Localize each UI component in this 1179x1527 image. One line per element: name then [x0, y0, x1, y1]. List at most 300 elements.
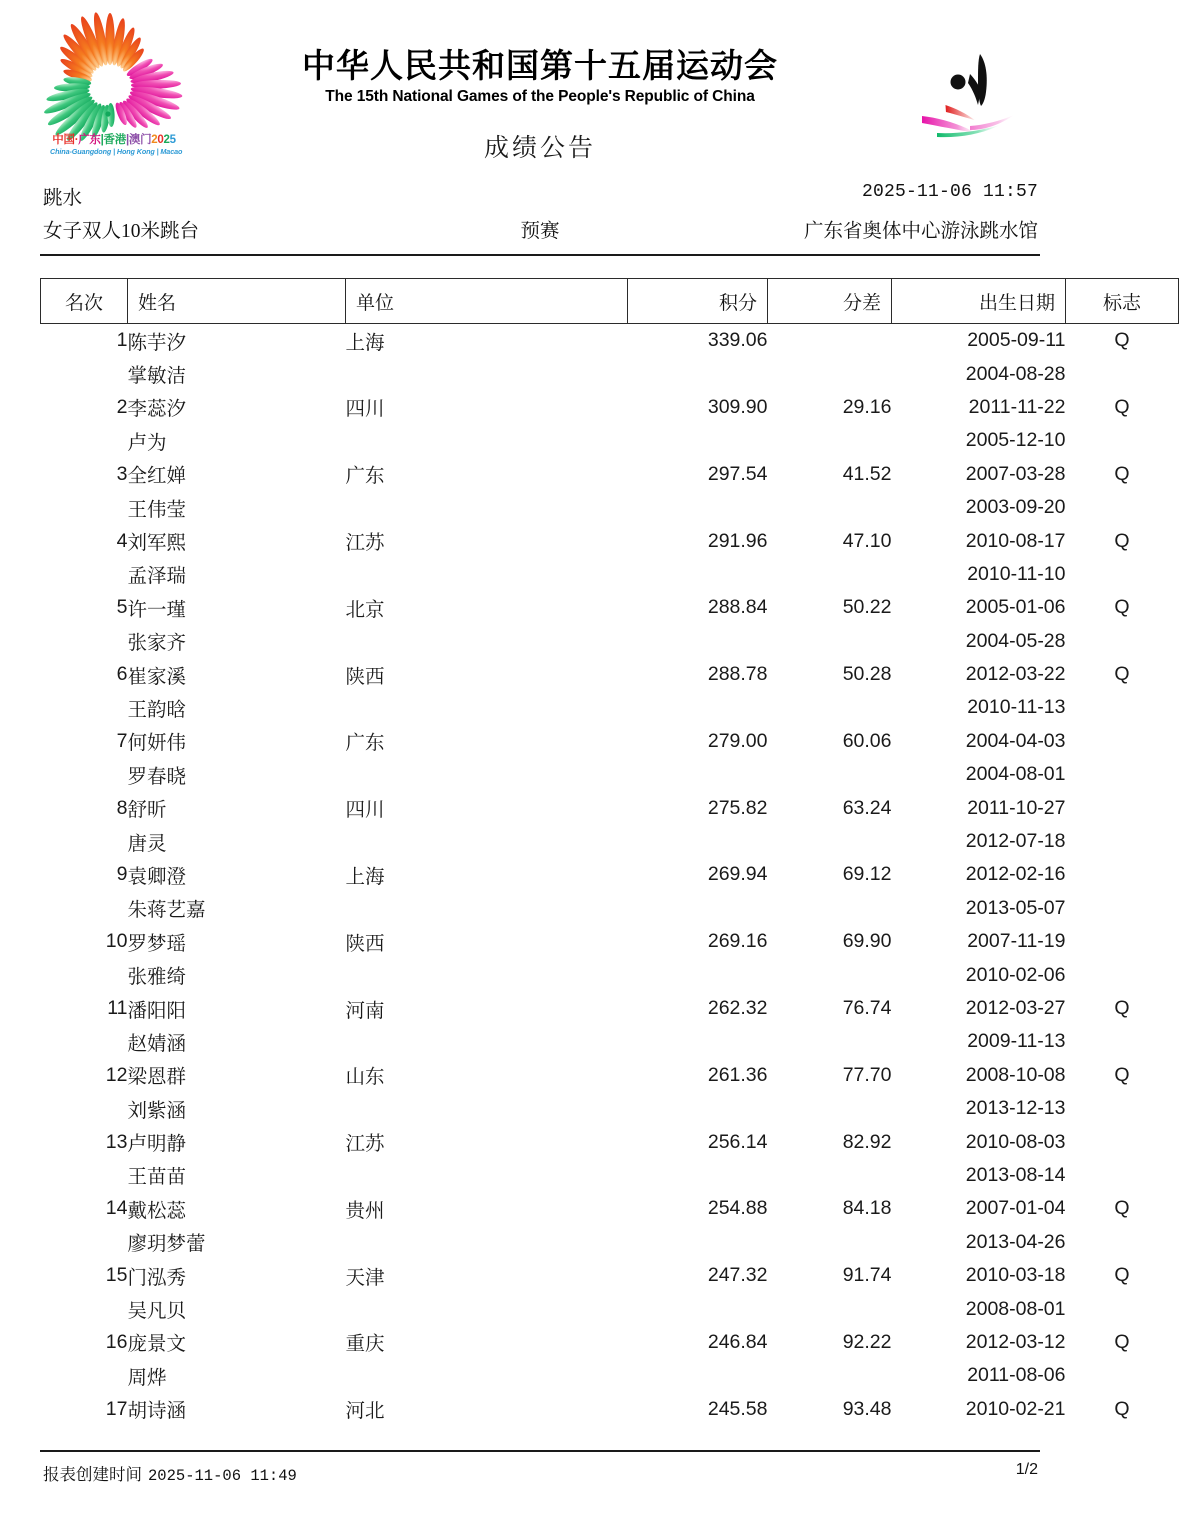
cell-diff [768, 825, 892, 858]
cell-dob: 2007-01-04 [965, 1197, 1066, 1220]
cell-name: 罗春晓 [127, 766, 187, 788]
table-row [41, 758, 1179, 791]
cell-score: 275.82 [707, 796, 768, 819]
page-title-en: The 15th National Games of the People's Republic of China [325, 87, 755, 105]
cell-rank: 5 [116, 596, 128, 619]
round-name: 预赛 [520, 221, 560, 242]
cell-flag: Q [1114, 529, 1130, 552]
cell-unit [346, 625, 628, 658]
venue-name: 广东省奥体中心游泳跳水馆 [803, 221, 1038, 242]
cell-diff [768, 1025, 892, 1058]
cell-rank [41, 1092, 128, 1125]
event-datetime: 2025-11-06 11:57 [861, 182, 1038, 202]
column-header-name: 姓名 [128, 279, 346, 324]
table-row [41, 1025, 1179, 1058]
cell-rank [41, 1359, 128, 1392]
cell-flag [1066, 1359, 1179, 1392]
cell-dob: 2013-05-07 [965, 896, 1066, 919]
cell-rank [41, 758, 128, 791]
cell-dob: 2012-03-22 [965, 663, 1066, 686]
emblem-wordmark [50, 134, 183, 157]
cell-diff: 69.12 [842, 863, 892, 886]
cell-score: 247.32 [707, 1264, 768, 1287]
cell-score [628, 1359, 768, 1392]
cell-name: 廖玥梦蕾 [127, 1234, 206, 1256]
cell-score: 261.36 [707, 1063, 768, 1086]
cell-dob: 2010-02-21 [965, 1397, 1066, 1420]
event-info-row-1 [40, 182, 1040, 215]
cell-diff [768, 1092, 892, 1125]
cell-diff [768, 1226, 892, 1259]
cell-rank: 1 [116, 329, 128, 352]
event-info [40, 180, 1040, 248]
table-header-row [41, 279, 1179, 324]
cell-unit: 广东 [345, 466, 385, 488]
cell-rank [41, 357, 128, 390]
cell-dob: 2005-01-06 [965, 596, 1066, 619]
cell-score: 256.14 [707, 1130, 768, 1153]
cell-unit: 四川 [345, 800, 385, 822]
cell-name: 戴松蕊 [127, 1200, 187, 1222]
results-table-head [41, 279, 1179, 324]
cell-rank [41, 1159, 128, 1192]
cell-diff [768, 892, 892, 925]
cell-name: 王韵晗 [127, 699, 187, 721]
cell-dob: 2008-08-01 [965, 1297, 1066, 1320]
table-row [41, 691, 1179, 724]
page-title-cn: 中华人民共和国第十五届运动会 [302, 47, 778, 84]
cell-unit [346, 424, 628, 457]
cell-name: 崔家溪 [127, 666, 187, 688]
cell-rank [41, 625, 128, 658]
cell-score [628, 424, 768, 457]
cell-dob: 2010-02-06 [965, 963, 1066, 986]
cell-name: 李蕊汐 [127, 399, 187, 421]
cell-diff: 50.22 [842, 596, 892, 619]
page-subtitle: 成绩公告 [483, 134, 596, 162]
table-row [41, 892, 1179, 925]
table-row [41, 791, 1179, 824]
cell-name: 许一瑾 [127, 599, 187, 621]
cell-flag [1066, 925, 1179, 958]
cell-diff: 76.74 [842, 997, 892, 1019]
cell-score: 288.78 [707, 663, 768, 686]
cell-rank: 9 [116, 863, 128, 886]
cell-name: 罗梦瑶 [127, 933, 187, 955]
cell-rank: 6 [116, 663, 128, 686]
cell-rank [41, 958, 128, 991]
cell-score [628, 1159, 768, 1192]
cell-unit: 天津 [345, 1267, 385, 1289]
cell-rank: 15 [105, 1264, 128, 1287]
cell-diff: 29.16 [842, 395, 892, 418]
cell-flag: Q [1114, 663, 1130, 686]
cell-unit: 重庆 [345, 1334, 385, 1356]
cell-score: 291.96 [707, 529, 768, 552]
cell-unit: 江苏 [345, 1134, 385, 1156]
cell-rank: 12 [105, 1063, 128, 1086]
table-row [41, 357, 1179, 390]
cell-unit: 江苏 [345, 533, 385, 555]
cell-unit [346, 1359, 628, 1392]
cell-name: 刘军熙 [127, 533, 187, 555]
emblem-wordmark-cn: 中国·广东|香港|澳门2025 [52, 134, 176, 146]
cell-flag [1066, 1025, 1179, 1058]
cell-unit: 北京 [345, 599, 385, 621]
cell-score [628, 491, 768, 524]
cell-unit [346, 1092, 628, 1125]
cell-unit [346, 1025, 628, 1058]
footer-divider [40, 1450, 1040, 1452]
cell-name: 庞景文 [127, 1334, 187, 1356]
cell-diff: 93.48 [842, 1397, 892, 1420]
cell-score [628, 357, 768, 390]
cell-diff: 69.90 [842, 930, 892, 953]
cell-score: 339.06 [707, 329, 768, 352]
cell-name: 张雅绮 [127, 967, 187, 989]
cell-rank [41, 558, 128, 591]
cell-score: 262.32 [707, 997, 768, 1019]
cell-name: 舒昕 [127, 800, 167, 822]
cell-score [628, 825, 768, 858]
cell-dob: 2011-11-22 [968, 395, 1066, 418]
cell-flag: Q [1114, 1397, 1130, 1420]
diving-pictogram-svg [904, 30, 1044, 150]
cell-diff: 84.18 [842, 1197, 892, 1220]
cell-score [628, 1092, 768, 1125]
column-header-unit: 单位 [346, 279, 628, 324]
cell-flag [1066, 625, 1179, 658]
column-header-diff: 分差 [768, 279, 892, 324]
cell-rank [41, 1292, 128, 1325]
cell-score [628, 958, 768, 991]
cell-flag [1066, 1226, 1179, 1259]
cell-rank [41, 424, 128, 457]
cell-dob: 2005-12-10 [965, 429, 1066, 452]
cell-name: 唐灵 [127, 833, 167, 855]
cell-score [628, 558, 768, 591]
cell-name: 周烨 [127, 1367, 167, 1389]
cell-unit: 陕西 [345, 666, 385, 688]
page-footer [43, 1461, 1038, 1487]
table-row [41, 524, 1179, 557]
cell-dob: 2009-11-13 [967, 1030, 1066, 1053]
table-row [41, 958, 1179, 991]
cell-diff: 41.52 [842, 462, 892, 485]
cell-dob: 2004-04-03 [965, 729, 1066, 752]
cell-score [628, 758, 768, 791]
cell-diff: 47.10 [842, 529, 892, 552]
cell-unit [346, 758, 628, 791]
cell-diff: 91.74 [842, 1264, 892, 1287]
cell-score: 309.90 [707, 395, 768, 418]
cell-flag: Q [1114, 329, 1130, 352]
cell-unit: 贵州 [345, 1200, 385, 1222]
table-row [41, 1092, 1179, 1125]
cell-dob: 2012-03-27 [965, 997, 1066, 1019]
cell-name: 张家齐 [127, 633, 187, 655]
table-row [41, 424, 1179, 457]
cell-unit: 广东 [345, 733, 385, 755]
cell-flag: Q [1114, 1264, 1130, 1287]
cell-name: 袁卿澄 [127, 866, 187, 888]
cell-unit: 河北 [345, 1401, 385, 1423]
results-table-wrap [40, 278, 1141, 1426]
table-row [41, 858, 1179, 891]
event-name: 女子双人10米跳台 [43, 221, 200, 242]
cell-diff [768, 1159, 892, 1192]
table-row [41, 1359, 1179, 1392]
cell-dob: 2010-11-13 [967, 696, 1066, 719]
cell-flag [1066, 858, 1179, 891]
cell-score [628, 892, 768, 925]
results-table [40, 278, 1179, 1426]
cell-unit [346, 1226, 628, 1259]
page-number: 1/2 [1015, 1461, 1038, 1478]
cell-flag [1066, 691, 1179, 724]
cell-diff [768, 958, 892, 991]
table-row [41, 1125, 1179, 1158]
cell-diff [768, 424, 892, 457]
national-games-emblem [44, 26, 184, 176]
diving-pictogram-icon [904, 30, 1044, 150]
cell-diff: 82.92 [842, 1130, 892, 1153]
cell-diff: 92.22 [842, 1330, 892, 1353]
cell-rank: 8 [116, 796, 128, 819]
cell-rank [41, 1226, 128, 1259]
cell-flag [1066, 1092, 1179, 1125]
cell-unit [346, 691, 628, 724]
cell-diff: 60.06 [842, 729, 892, 752]
emblem-burst-icon [44, 26, 176, 136]
cell-score: 269.94 [707, 863, 768, 886]
cell-score [628, 1025, 768, 1058]
cell-flag [1066, 491, 1179, 524]
table-row [41, 591, 1179, 624]
cell-rank [41, 892, 128, 925]
column-header-dob: 出生日期 [892, 279, 1066, 324]
cell-diff [768, 357, 892, 390]
cell-dob: 2003-09-20 [965, 496, 1066, 519]
cell-dob: 2010-03-18 [965, 1264, 1066, 1287]
cell-flag [1066, 825, 1179, 858]
cell-unit: 四川 [345, 399, 385, 421]
cell-diff [768, 691, 892, 724]
table-row [41, 658, 1179, 691]
cell-rank: 13 [105, 1130, 128, 1153]
cell-unit: 河南 [345, 1000, 385, 1022]
cell-diff: 63.24 [842, 796, 892, 819]
cell-score: 245.58 [707, 1397, 768, 1420]
cell-flag [1066, 892, 1179, 925]
cell-rank: 17 [105, 1397, 128, 1420]
cell-dob: 2005-09-11 [967, 329, 1066, 352]
cell-dob: 2012-07-18 [965, 830, 1066, 853]
table-row [41, 992, 1179, 1025]
event-info-row-2 [40, 215, 1040, 248]
column-header-score: 积分 [628, 279, 768, 324]
table-row [41, 458, 1179, 491]
cell-rank: 10 [105, 930, 128, 953]
cell-dob: 2007-11-19 [967, 930, 1066, 953]
table-row [41, 1226, 1179, 1259]
cell-flag [1066, 791, 1179, 824]
cell-flag [1066, 1292, 1179, 1325]
cell-unit [346, 558, 628, 591]
cell-name: 全红婵 [127, 466, 187, 488]
cell-name: 梁恩群 [127, 1067, 187, 1089]
cell-unit [346, 1292, 628, 1325]
cell-diff: 77.70 [842, 1063, 892, 1086]
cell-flag [1066, 558, 1179, 591]
cell-name: 王伟莹 [127, 499, 187, 521]
cell-name: 王苗苗 [127, 1167, 187, 1189]
table-row [41, 925, 1179, 958]
report-created-time: 2025-11-06 11:49 [148, 1467, 297, 1485]
cell-unit: 山东 [345, 1067, 385, 1089]
report-created [43, 1461, 297, 1485]
cell-diff [768, 1359, 892, 1392]
cell-name: 潘阳阳 [127, 1000, 187, 1022]
cell-dob: 2013-12-13 [965, 1097, 1066, 1120]
cell-name: 陈芋汐 [127, 332, 187, 354]
table-row [41, 1159, 1179, 1192]
cell-unit [346, 357, 628, 390]
cell-rank: 2 [116, 395, 128, 418]
page-header [0, 0, 1080, 180]
cell-rank: 16 [105, 1330, 128, 1353]
cell-score: 246.84 [707, 1330, 768, 1353]
cell-dob: 2010-08-03 [965, 1130, 1066, 1153]
cell-dob: 2004-05-28 [965, 629, 1066, 652]
table-row [41, 1292, 1179, 1325]
table-row [41, 1393, 1179, 1426]
cell-name: 门泓秀 [127, 1267, 187, 1289]
cell-rank [41, 691, 128, 724]
table-row [41, 558, 1179, 591]
column-header-rank: 名次 [41, 279, 128, 324]
cell-score [628, 691, 768, 724]
table-row [41, 1192, 1179, 1225]
cell-dob: 2010-08-17 [965, 529, 1066, 552]
cell-flag: Q [1114, 1063, 1130, 1086]
cell-unit: 上海 [345, 332, 385, 354]
cell-name: 朱蒋艺嘉 [127, 900, 206, 922]
report-created-label: 报表创建时间 [43, 1465, 142, 1484]
cell-flag [1066, 357, 1179, 390]
column-header-flag: 标志 [1066, 279, 1179, 324]
cell-unit: 上海 [345, 866, 385, 888]
cell-dob: 2004-08-01 [965, 763, 1066, 786]
cell-flag [1066, 958, 1179, 991]
cell-diff [768, 324, 892, 358]
emblem-wordmark-en: China-Guangdong | Hong Kong | Macao [50, 147, 183, 157]
table-row [41, 1259, 1179, 1292]
cell-unit [346, 892, 628, 925]
cell-rank: 14 [105, 1197, 128, 1220]
cell-flag: Q [1114, 1330, 1130, 1353]
cell-name: 孟泽瑞 [127, 566, 187, 588]
cell-name: 吴凡贝 [127, 1301, 187, 1323]
table-row [41, 1326, 1179, 1359]
cell-unit: 陕西 [345, 933, 385, 955]
cell-dob: 2011-08-06 [967, 1364, 1066, 1387]
cell-name: 刘紫涵 [127, 1100, 187, 1122]
cell-flag: Q [1114, 997, 1130, 1019]
table-row [41, 725, 1179, 758]
cell-score [628, 1292, 768, 1325]
cell-name: 赵婧涵 [127, 1033, 187, 1055]
cell-name: 掌敏洁 [127, 366, 187, 388]
cell-diff [768, 491, 892, 524]
cell-flag: Q [1114, 395, 1130, 418]
cell-flag: Q [1114, 1197, 1130, 1220]
cell-score [628, 1226, 768, 1259]
cell-name: 胡诗涵 [127, 1401, 187, 1423]
sport-name: 跳水 [43, 188, 83, 209]
table-row [41, 625, 1179, 658]
cell-flag [1066, 1159, 1179, 1192]
cell-flag: Q [1114, 462, 1130, 485]
cell-rank [41, 1025, 128, 1058]
results-table-body [41, 324, 1179, 1426]
cell-flag [1066, 1125, 1179, 1158]
cell-rank [41, 825, 128, 858]
cell-diff [768, 1292, 892, 1325]
cell-score: 269.16 [707, 930, 768, 953]
cell-diff: 50.28 [842, 663, 892, 686]
table-row [41, 324, 1179, 358]
cell-unit [346, 825, 628, 858]
cell-score: 288.84 [707, 596, 768, 619]
cell-dob: 2008-10-08 [965, 1063, 1066, 1086]
cell-rank: 3 [116, 462, 128, 485]
cell-dob: 2004-08-28 [965, 362, 1066, 385]
table-row [41, 491, 1179, 524]
cell-score: 279.00 [707, 729, 768, 752]
table-row [41, 391, 1179, 424]
cell-flag [1066, 725, 1179, 758]
cell-score: 254.88 [707, 1197, 768, 1220]
cell-name: 何妍伟 [127, 733, 187, 755]
cell-score [628, 625, 768, 658]
cell-rank: 4 [116, 529, 128, 552]
cell-name: 卢明静 [127, 1134, 187, 1156]
cell-dob: 2013-04-26 [965, 1230, 1066, 1253]
cell-diff [768, 558, 892, 591]
cell-unit [346, 491, 628, 524]
header-divider [40, 254, 1040, 256]
table-row [41, 825, 1179, 858]
cell-diff [768, 625, 892, 658]
cell-dob: 2012-02-16 [965, 863, 1066, 886]
cell-dob: 2012-03-12 [965, 1330, 1066, 1353]
cell-unit [346, 958, 628, 991]
cell-name: 卢为 [127, 432, 167, 454]
cell-score: 297.54 [707, 462, 768, 485]
cell-flag [1066, 424, 1179, 457]
cell-diff [768, 758, 892, 791]
cell-unit [346, 1159, 628, 1192]
cell-rank [41, 491, 128, 524]
cell-flag: Q [1114, 596, 1130, 619]
cell-flag [1066, 758, 1179, 791]
cell-dob: 2007-03-28 [965, 462, 1066, 485]
table-row [41, 1059, 1179, 1092]
cell-rank: 11 [107, 997, 128, 1019]
cell-dob: 2013-08-14 [965, 1163, 1066, 1186]
cell-rank: 7 [116, 729, 128, 752]
